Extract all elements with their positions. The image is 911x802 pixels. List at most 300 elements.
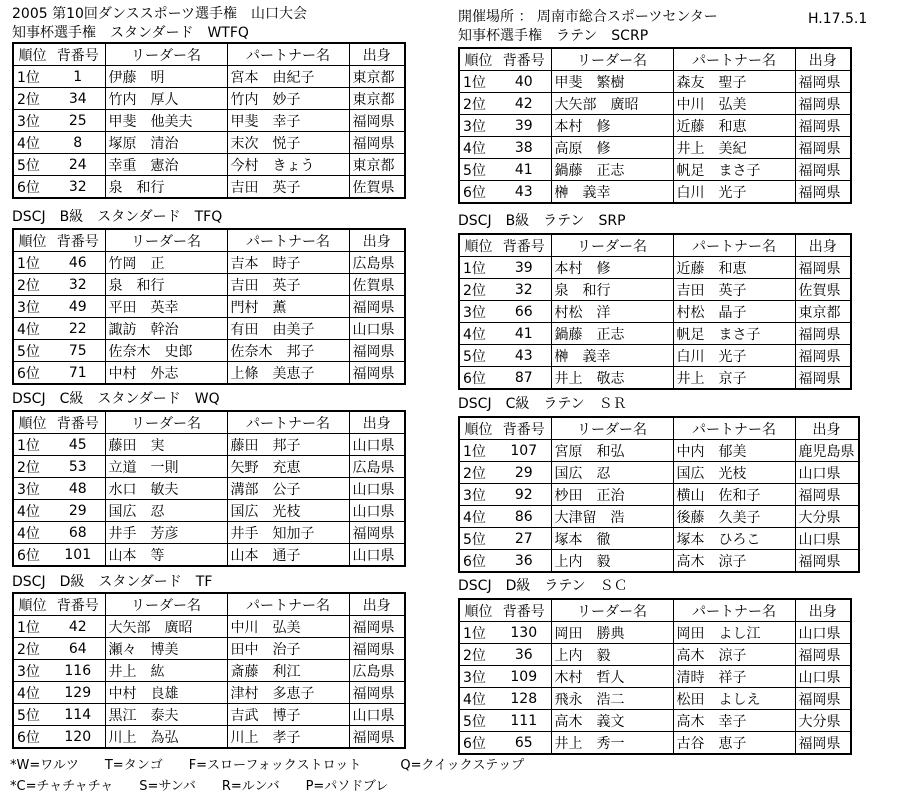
table-row <box>13 522 405 544</box>
cell-number: 128 <box>497 688 551 710</box>
event-date: H.17.5.1 <box>808 11 868 27</box>
cell-from: 大分県 <box>795 506 859 528</box>
cell-partner: 溝部 公子 <box>227 478 349 500</box>
cell-from: 福岡県 <box>349 522 405 544</box>
cell-place: 2位 <box>459 93 497 115</box>
cell-place: 5位 <box>13 154 51 176</box>
cell-place: 1位 <box>459 440 497 462</box>
cell-from: 福岡県 <box>349 296 405 318</box>
table-row <box>459 710 851 732</box>
column-header-from: 出身 <box>795 48 851 71</box>
cell-partner: 森友 聖子 <box>673 71 795 93</box>
results-table <box>458 416 860 573</box>
cell-leader: 大矢部 廣昭 <box>551 93 673 115</box>
table-row <box>13 132 405 154</box>
cell-place: 2位 <box>459 462 497 484</box>
cell-place: 5位 <box>13 340 51 362</box>
cell-place: 1位 <box>13 66 51 88</box>
column-header-partner: パートナー名 <box>227 593 349 616</box>
cell-number: 42 <box>497 93 551 115</box>
cell-place: 2位 <box>459 644 497 666</box>
results-table <box>458 233 852 390</box>
cell-number: 32 <box>497 279 551 301</box>
cell-from: 福岡県 <box>795 93 851 115</box>
cell-leader: 塚原 清治 <box>105 132 227 154</box>
cell-number: 86 <box>497 506 551 528</box>
cell-place: 1位 <box>13 434 51 456</box>
column-header-place: 順位 <box>13 43 51 66</box>
cell-partner: 甲斐 幸子 <box>227 110 349 132</box>
table-row <box>13 176 405 199</box>
cell-from: 広島県 <box>349 456 405 478</box>
cell-place: 4位 <box>13 522 51 544</box>
table-row <box>13 318 405 340</box>
column-header-leader: リーダー名 <box>551 234 673 257</box>
cell-partner: 帆足 まさ子 <box>673 323 795 345</box>
cell-from: 山口県 <box>795 528 859 550</box>
legend-latin: *C=チャチャチャ S=サンバ R=ルンバ P=パソドブレ <box>10 779 389 794</box>
cell-leader: 川上 為弘 <box>105 726 227 749</box>
table-row <box>13 110 405 132</box>
cell-leader: 井手 芳彦 <box>105 522 227 544</box>
column-header-place: 順位 <box>13 229 51 252</box>
column-header-number: 背番号 <box>497 599 551 622</box>
column-header-place: 順位 <box>13 593 51 616</box>
cell-leader: 竹岡 正 <box>105 252 227 274</box>
column-header-partner: パートナー名 <box>227 229 349 252</box>
cell-from: 福岡県 <box>349 616 405 638</box>
table-row <box>459 323 851 345</box>
section-title: DSCJ B級 スタンダード TFQ <box>12 209 223 225</box>
cell-leader: 中村 良雄 <box>105 682 227 704</box>
cell-leader: 鍋藤 正志 <box>551 159 673 181</box>
section-title: DSCJ C級 ラテン ＳＲ <box>458 396 627 412</box>
cell-partner: 古谷 恵子 <box>673 732 795 755</box>
cell-from: 福岡県 <box>795 345 851 367</box>
cell-from: 広島県 <box>349 660 405 682</box>
cell-from: 福岡県 <box>349 726 405 749</box>
cell-place: 3位 <box>459 666 497 688</box>
cell-partner: 帆足 まさ子 <box>673 159 795 181</box>
cell-place: 2位 <box>13 638 51 660</box>
table-header-row <box>13 43 405 66</box>
cell-from: 福岡県 <box>795 550 859 573</box>
cell-partner: 白川 光子 <box>673 181 795 204</box>
cell-number: 87 <box>497 367 551 390</box>
cell-number: 92 <box>497 484 551 506</box>
column-header-leader: リーダー名 <box>551 48 673 71</box>
cell-place: 6位 <box>459 732 497 755</box>
cell-place: 6位 <box>13 726 51 749</box>
table-row <box>13 456 405 478</box>
table-row <box>13 544 405 567</box>
cell-number: 1 <box>51 66 105 88</box>
cell-number: 43 <box>497 181 551 204</box>
table-row <box>459 345 851 367</box>
cell-number: 130 <box>497 622 551 644</box>
results-table <box>12 228 406 385</box>
cell-number: 36 <box>497 644 551 666</box>
cell-number: 49 <box>51 296 105 318</box>
cell-leader: 高原 修 <box>551 137 673 159</box>
cell-leader: 村松 洋 <box>551 301 673 323</box>
cell-leader: 竹内 厚人 <box>105 88 227 110</box>
cell-from: 山口県 <box>349 478 405 500</box>
cell-leader: 本村 修 <box>551 257 673 279</box>
column-header-leader: リーダー名 <box>105 229 227 252</box>
cell-number: 24 <box>51 154 105 176</box>
table-row <box>13 500 405 522</box>
table-header-row <box>13 593 405 616</box>
cell-place: 4位 <box>459 688 497 710</box>
cell-partner: 宮本 由紀子 <box>227 66 349 88</box>
column-header-leader: リーダー名 <box>551 599 673 622</box>
cell-number: 129 <box>51 682 105 704</box>
table-row <box>13 274 405 296</box>
cell-leader: 黒江 泰夫 <box>105 704 227 726</box>
table-row <box>13 638 405 660</box>
cell-place: 6位 <box>459 181 497 204</box>
cell-number: 41 <box>497 159 551 181</box>
table-row <box>13 252 405 274</box>
cell-partner: 竹内 妙子 <box>227 88 349 110</box>
cell-number: 45 <box>51 434 105 456</box>
table-row <box>13 66 405 88</box>
column-header-place: 順位 <box>13 411 51 434</box>
table-row <box>13 478 405 500</box>
cell-number: 107 <box>497 440 551 462</box>
column-header-from: 出身 <box>795 599 851 622</box>
table-row <box>13 616 405 638</box>
cell-number: 38 <box>497 137 551 159</box>
table-row <box>13 154 405 176</box>
cell-from: 鹿児島県 <box>795 440 859 462</box>
cell-leader: 甲斐 他美夫 <box>105 110 227 132</box>
cell-from: 福岡県 <box>349 340 405 362</box>
cell-leader: 国広 忍 <box>105 500 227 522</box>
cell-leader: 塚本 徹 <box>551 528 673 550</box>
cell-place: 3位 <box>13 660 51 682</box>
column-header-place: 順位 <box>459 599 497 622</box>
cell-leader: 水口 敏夫 <box>105 478 227 500</box>
cell-leader: 杪田 正治 <box>551 484 673 506</box>
cell-leader: 泉 和行 <box>105 176 227 199</box>
cell-from: 山口県 <box>349 434 405 456</box>
cell-number: 32 <box>51 176 105 199</box>
column-header-place: 順位 <box>459 234 497 257</box>
column-header-from: 出身 <box>795 234 851 257</box>
cell-leader: 大津留 浩 <box>551 506 673 528</box>
venue: 開催場所 ： 周南市総合スポーツセンター <box>458 9 718 25</box>
cell-number: 27 <box>497 528 551 550</box>
cell-leader: 本村 修 <box>551 115 673 137</box>
cell-leader: 中村 外志 <box>105 362 227 385</box>
cell-place: 3位 <box>13 478 51 500</box>
cell-leader: 榊 義幸 <box>551 181 673 204</box>
cell-number: 40 <box>497 71 551 93</box>
cell-leader: 高木 義文 <box>551 710 673 732</box>
cell-place: 5位 <box>459 528 497 550</box>
legend-standard: *W=ワルツ T=タンゴ F=スローフォックストロット Q=クイックステップ <box>10 758 525 773</box>
table-row <box>13 362 405 385</box>
cell-partner: 松田 よしえ <box>673 688 795 710</box>
cell-leader: 上内 毅 <box>551 550 673 573</box>
cell-from: 福岡県 <box>795 257 851 279</box>
table-header-row <box>459 417 859 440</box>
cell-from: 福岡県 <box>795 115 851 137</box>
table-row <box>13 340 405 362</box>
cell-partner: 門村 薫 <box>227 296 349 318</box>
results-table <box>12 42 406 199</box>
table-row <box>459 550 859 573</box>
cell-partner: 清時 祥子 <box>673 666 795 688</box>
cell-from: 山口県 <box>349 318 405 340</box>
cell-from: 福岡県 <box>349 682 405 704</box>
cell-partner: 横山 佐和子 <box>673 484 795 506</box>
cell-place: 6位 <box>13 176 51 199</box>
cell-partner: 吉田 英子 <box>227 274 349 296</box>
cell-leader: 井上 敬志 <box>551 367 673 390</box>
column-header-leader: リーダー名 <box>105 411 227 434</box>
section-title: DSCJ B級 ラテン SRP <box>458 213 626 229</box>
cell-partner: 高木 涼子 <box>673 550 795 573</box>
cell-partner: 斎藤 利江 <box>227 660 349 682</box>
table-header-row <box>13 229 405 252</box>
cell-partner: 吉武 博子 <box>227 704 349 726</box>
cell-number: 36 <box>497 550 551 573</box>
table-row <box>13 434 405 456</box>
cell-place: 5位 <box>459 710 497 732</box>
table-header-row <box>459 234 851 257</box>
cell-from: 山口県 <box>795 622 851 644</box>
table-row <box>459 93 851 115</box>
cell-from: 福岡県 <box>795 181 851 204</box>
cell-partner: 津村 多恵子 <box>227 682 349 704</box>
cell-partner: 吉本 時子 <box>227 252 349 274</box>
cell-partner: 村松 晶子 <box>673 301 795 323</box>
cell-leader: 岡田 勝典 <box>551 622 673 644</box>
cell-leader: 大矢部 廣昭 <box>105 616 227 638</box>
cell-leader: 山本 等 <box>105 544 227 567</box>
cell-partner: 末次 悦子 <box>227 132 349 154</box>
section-title: DSCJ D級 スタンダード TF <box>12 574 213 590</box>
cell-place: 4位 <box>459 323 497 345</box>
cell-from: 福岡県 <box>795 732 851 755</box>
cell-from: 山口県 <box>349 500 405 522</box>
cell-partner: 国広 光枝 <box>227 500 349 522</box>
cell-place: 5位 <box>13 704 51 726</box>
cell-partner: 井手 知加子 <box>227 522 349 544</box>
cell-place: 5位 <box>459 159 497 181</box>
cell-number: 120 <box>51 726 105 749</box>
table-row <box>459 71 851 93</box>
column-header-number: 背番号 <box>497 234 551 257</box>
cell-number: 41 <box>497 323 551 345</box>
column-header-partner: パートナー名 <box>673 599 795 622</box>
cell-place: 4位 <box>13 132 51 154</box>
cell-number: 71 <box>51 362 105 385</box>
cell-number: 64 <box>51 638 105 660</box>
table-row <box>13 660 405 682</box>
cell-place: 6位 <box>459 367 497 390</box>
table-row <box>459 115 851 137</box>
cell-from: 東京都 <box>349 66 405 88</box>
table-row <box>459 666 851 688</box>
cell-place: 2位 <box>13 274 51 296</box>
cell-partner: 今村 きょう <box>227 154 349 176</box>
column-header-from: 出身 <box>349 593 405 616</box>
cell-partner: 川上 孝子 <box>227 726 349 749</box>
table-row <box>459 367 851 390</box>
table-header-row <box>13 411 405 434</box>
cell-from: 福岡県 <box>795 137 851 159</box>
column-header-from: 出身 <box>349 43 405 66</box>
cell-place: 1位 <box>459 71 497 93</box>
table-row <box>459 622 851 644</box>
cell-leader: 飛永 浩二 <box>551 688 673 710</box>
cell-place: 1位 <box>459 622 497 644</box>
cell-partner: 塚本 ひろこ <box>673 528 795 550</box>
column-header-place: 順位 <box>459 417 497 440</box>
table-row <box>13 296 405 318</box>
cell-number: 111 <box>497 710 551 732</box>
cell-from: 東京都 <box>349 154 405 176</box>
cell-partner: 吉田 英子 <box>673 279 795 301</box>
cell-partner: 国広 光枝 <box>673 462 795 484</box>
column-header-number: 背番号 <box>51 593 105 616</box>
cell-number: 34 <box>51 88 105 110</box>
cell-number: 116 <box>51 660 105 682</box>
table-row <box>459 484 859 506</box>
column-header-partner: パートナー名 <box>227 411 349 434</box>
cell-partner: 山本 通子 <box>227 544 349 567</box>
cell-partner: 近藤 和恵 <box>673 115 795 137</box>
table-row <box>13 88 405 110</box>
cell-place: 2位 <box>13 88 51 110</box>
cell-place: 3位 <box>13 296 51 318</box>
cell-partner: 田中 治子 <box>227 638 349 660</box>
results-table <box>12 410 406 567</box>
cell-place: 6位 <box>459 550 497 573</box>
cell-from: 佐賀県 <box>795 279 851 301</box>
event-title: 2005 第10回ダンススポーツ選手権 山口大会 <box>12 6 308 22</box>
table-header-row <box>459 599 851 622</box>
column-header-partner: パートナー名 <box>673 48 795 71</box>
cell-from: 福岡県 <box>349 362 405 385</box>
table-row <box>459 506 859 528</box>
table-row <box>459 181 851 204</box>
cell-place: 4位 <box>13 318 51 340</box>
cell-number: 29 <box>497 462 551 484</box>
cell-from: 福岡県 <box>795 688 851 710</box>
cell-place: 1位 <box>13 252 51 274</box>
cell-partner: 高木 幸子 <box>673 710 795 732</box>
cell-place: 4位 <box>13 500 51 522</box>
cell-place: 3位 <box>13 110 51 132</box>
column-header-number: 背番号 <box>497 48 551 71</box>
cell-leader: 諏訪 幹治 <box>105 318 227 340</box>
cell-place: 2位 <box>13 456 51 478</box>
cell-partner: 中内 郁美 <box>673 440 795 462</box>
table-row <box>459 137 851 159</box>
cell-leader: 立道 一則 <box>105 456 227 478</box>
results-table <box>12 592 406 749</box>
table-row <box>459 279 851 301</box>
section-title: 知事杯選手権 ラテン SCRP <box>458 28 649 44</box>
cell-from: 福岡県 <box>795 71 851 93</box>
table-row <box>459 301 851 323</box>
cell-leader: 井上 秀一 <box>551 732 673 755</box>
cell-number: 65 <box>497 732 551 755</box>
results-table <box>458 47 852 204</box>
cell-from: 福岡県 <box>795 484 859 506</box>
cell-place: 2位 <box>459 279 497 301</box>
cell-place: 3位 <box>459 301 497 323</box>
cell-place: 3位 <box>459 484 497 506</box>
table-row <box>459 528 859 550</box>
cell-partner: 藤田 邦子 <box>227 434 349 456</box>
column-header-partner: パートナー名 <box>227 43 349 66</box>
cell-partner: 吉田 英子 <box>227 176 349 199</box>
cell-place: 3位 <box>459 115 497 137</box>
cell-from: 福岡県 <box>349 132 405 154</box>
cell-from: 福岡県 <box>349 638 405 660</box>
table-row <box>13 682 405 704</box>
cell-place: 4位 <box>13 682 51 704</box>
table-row <box>459 462 859 484</box>
cell-partner: 近藤 和恵 <box>673 257 795 279</box>
column-header-leader: リーダー名 <box>105 593 227 616</box>
cell-partner: 有田 由美子 <box>227 318 349 340</box>
column-header-partner: パートナー名 <box>673 417 795 440</box>
cell-number: 43 <box>497 345 551 367</box>
table-row <box>13 704 405 726</box>
cell-number: 114 <box>51 704 105 726</box>
column-header-from: 出身 <box>349 411 405 434</box>
cell-from: 山口県 <box>349 704 405 726</box>
cell-leader: 国広 忍 <box>551 462 673 484</box>
cell-number: 39 <box>497 115 551 137</box>
table-row <box>13 726 405 749</box>
cell-leader: 泉 和行 <box>105 274 227 296</box>
cell-number: 25 <box>51 110 105 132</box>
cell-from: 佐賀県 <box>349 274 405 296</box>
cell-leader: 上内 毅 <box>551 644 673 666</box>
cell-number: 53 <box>51 456 105 478</box>
cell-from: 東京都 <box>795 301 851 323</box>
cell-partner: 佐奈木 邦子 <box>227 340 349 362</box>
table-header-row <box>459 48 851 71</box>
column-header-from: 出身 <box>349 229 405 252</box>
column-header-number: 背番号 <box>497 417 551 440</box>
cell-place: 1位 <box>459 257 497 279</box>
cell-leader: 井上 紘 <box>105 660 227 682</box>
cell-leader: 宮原 和弘 <box>551 440 673 462</box>
cell-number: 42 <box>51 616 105 638</box>
cell-partner: 矢野 充恵 <box>227 456 349 478</box>
cell-leader: 甲斐 繁樹 <box>551 71 673 93</box>
column-header-number: 背番号 <box>51 229 105 252</box>
cell-place: 5位 <box>459 345 497 367</box>
cell-from: 山口県 <box>795 462 859 484</box>
cell-leader: 木村 哲人 <box>551 666 673 688</box>
cell-number: 48 <box>51 478 105 500</box>
column-header-place: 順位 <box>459 48 497 71</box>
cell-number: 109 <box>497 666 551 688</box>
cell-number: 29 <box>51 500 105 522</box>
cell-place: 6位 <box>13 362 51 385</box>
cell-leader: 瀬々 博美 <box>105 638 227 660</box>
